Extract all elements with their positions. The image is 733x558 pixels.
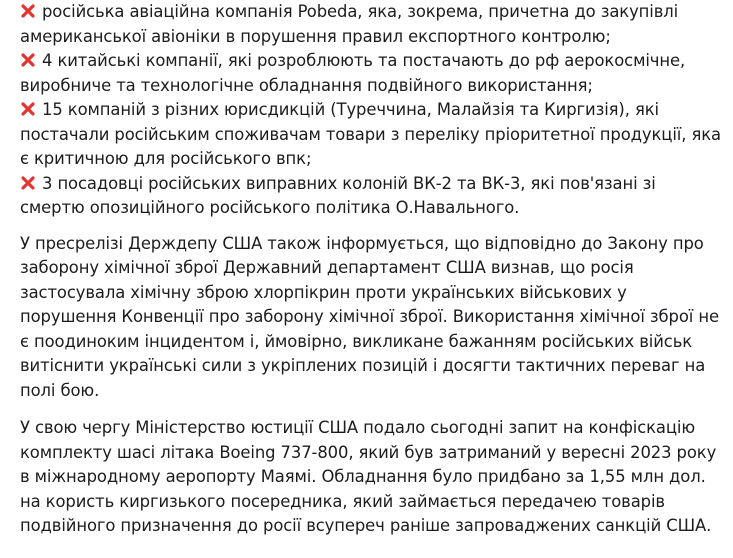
list-item-text: російська авіаційна компанія Pobeda, яка, зокрема, причетна до закупівлі американської авіоніки в порушення правил експортного контролю; [20, 2, 679, 46]
list-item [20, 0, 725, 49]
list-item [20, 98, 725, 172]
red-x-icon [20, 3, 36, 19]
post-body [20, 0, 725, 539]
list-item-text: 3 посадовці російських виправних колоній ВК-2 та ВК-3, які пов'язані зі смертю опозиційного російського політика О.Навального. [20, 173, 656, 217]
list-item-text: 15 компаній з різних юрисдикцій (Туреччина, Малайзія та Киргизія), які постачали російським споживачам товари з переліку пріоритетної продукції, яка є критичною для російського впк; [20, 100, 721, 168]
paragraph-boeing-seizure: У свою чергу Міністерство юстиції США подало сьогодні запит на конфіскацію комплекту шасі літака Boeing 737-800, який був затриманий у вересні 2023 року в міжнародному аеропорту Маямі. Обладнання було придбано за 1,55 млн дол. на користь киргизького посередника, який займається передачею товарів подвійного призначення до росії всупереч раніше запроваджених санкцій США. [20, 418, 717, 535]
red-x-icon [20, 101, 36, 117]
red-x-icon [20, 175, 36, 191]
paragraph-chemical-weapons: У пресрелізі Держдепу США також інформується, що відповідно до Закону про заборону хімічної зброї Державний департамент США визнав, що росія застосувала хімічну зброю хлорпікрин проти українських військових у порушення Конвенції про заборону хімічної зброї. Використання хімічної зброї не є поодиноким інцидентом і, ймовірно, викликане бажанням російських військ витіснити українські сили з укріплених позицій і досягти тактичних переваг на полі бою. [20, 233, 719, 400]
list-item-text: 4 китайські компанії, які розроблюють та постачають до рф аерокосмічне, виробниче та технологічне обладнання подвійного використання; [20, 51, 686, 95]
sanctions-list [20, 0, 725, 221]
list-item [20, 49, 725, 98]
list-item [20, 172, 725, 221]
red-x-icon [20, 52, 36, 68]
